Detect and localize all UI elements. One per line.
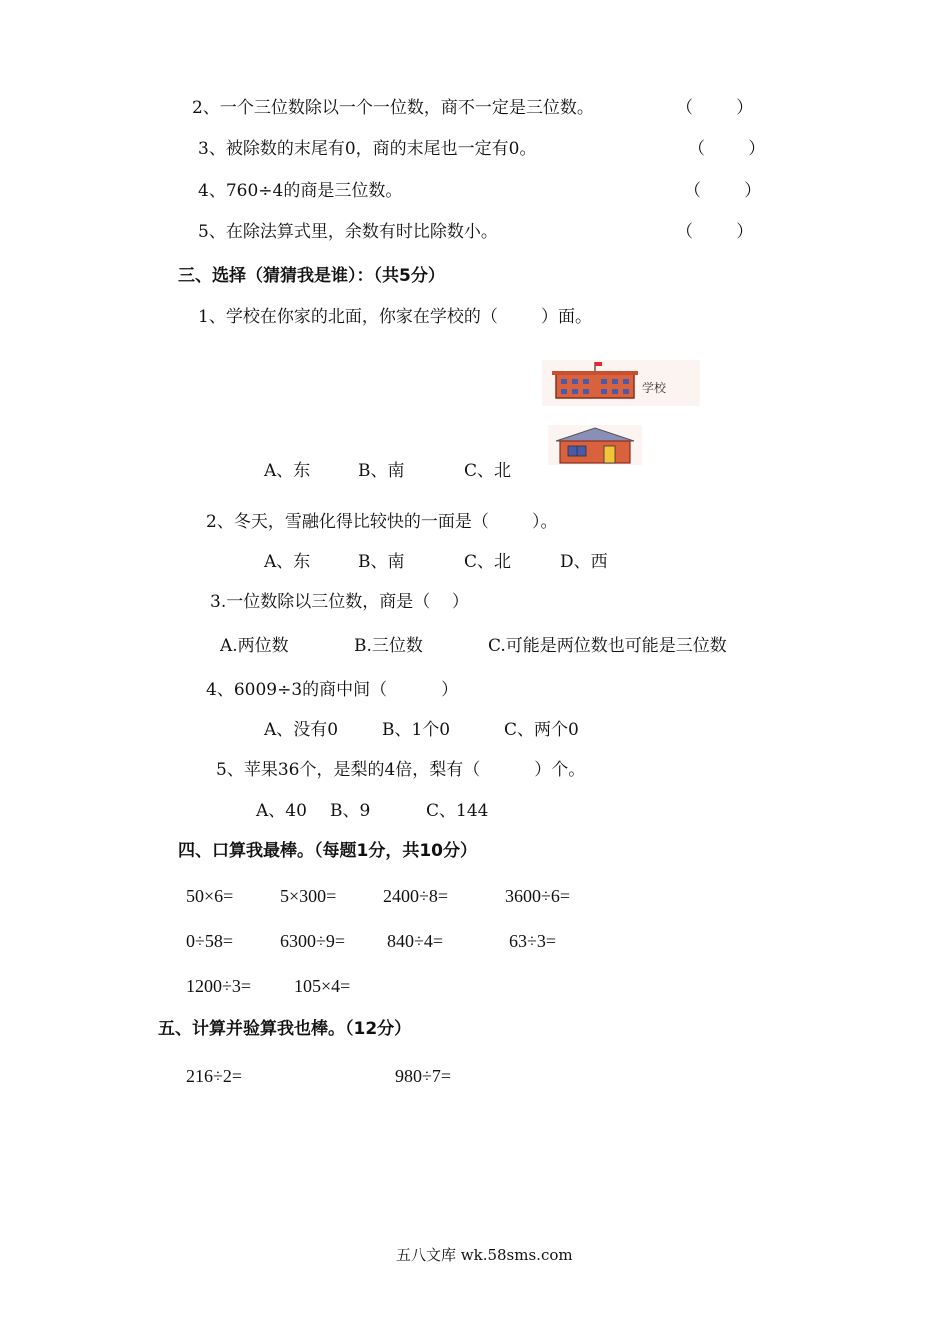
choice-q2-option-b: B、南: [358, 552, 405, 572]
judge-q2-answer-blank: （ ）: [676, 98, 754, 118]
section-5-title: 五、计算并验算我也棒。（12分）: [158, 1019, 412, 1039]
oral-1-2: 5×300=: [280, 886, 337, 906]
oral-1-1: 50×6=: [186, 886, 234, 906]
choice-q3-option-c: C.可能是两位数也可能是三位数: [488, 636, 727, 656]
judge-q3: 3、被除数的末尾有0，商的末尾也一定有0。: [198, 139, 537, 159]
choice-q1: 1、学校在你家的北面，你家在学校的（ ）面。: [198, 307, 593, 327]
choice-q2-option-a: A、东: [264, 552, 311, 572]
judge-q2: 2、一个三位数除以一个一位数，商不一定是三位数。: [192, 98, 594, 118]
judge-q3-answer-blank: （ ）: [688, 139, 766, 159]
choice-q1-option-b: B、南: [358, 461, 405, 481]
judge-q5: 5、在除法算式里，余数有时比除数小。: [198, 222, 498, 242]
calc-2: 980÷7=: [395, 1066, 452, 1086]
section-4-title: 四、口算我最棒。（每题1分，共10分）: [178, 841, 477, 861]
oral-3-2: 105×4=: [294, 976, 351, 996]
choice-q5-option-a: A、40: [256, 801, 307, 821]
section-3-title: 三、选择（猜猜我是谁）：（共5分）: [178, 266, 445, 286]
choice-q4: 4、6009÷3的商中间（ ）: [206, 680, 459, 700]
oral-2-1: 0÷58=: [186, 931, 234, 951]
choice-q5-option-c: C、144: [426, 801, 489, 821]
choice-q3: 3.一位数除以三位数，商是（ ）: [210, 592, 469, 612]
choice-q5-option-b: B、9: [330, 801, 371, 821]
school-label: 学校: [642, 381, 667, 395]
choice-q4-option-b: B、1个0: [382, 720, 451, 740]
choice-q1-option-c: C、北: [464, 461, 512, 481]
judge-q4: 4、760÷4的商是三位数。: [198, 181, 403, 201]
choice-q2-option-c: C、北: [464, 552, 512, 572]
choice-q2-option-d: D、西: [560, 552, 608, 572]
choice-q4-option-c: C、两个0: [504, 720, 579, 740]
oral-2-4: 63÷3=: [509, 931, 557, 951]
oral-1-4: 3600÷6=: [505, 886, 571, 906]
choice-q4-option-a: A、没有0: [264, 720, 339, 740]
oral-2-2: 6300÷9=: [280, 931, 346, 951]
choice-q1-option-a: A、东: [264, 461, 311, 481]
oral-2-3: 840÷4=: [387, 931, 444, 951]
calc-1: 216÷2=: [186, 1066, 243, 1086]
oral-1-3: 2400÷8=: [383, 886, 449, 906]
choice-q3-option-b: B.三位数: [354, 636, 423, 656]
choice-q2: 2、冬天，雪融化得比较快的一面是（ ）。: [206, 512, 558, 532]
school-building-picture: [542, 360, 700, 406]
judge-q4-answer-blank: （ ）: [684, 181, 762, 201]
footer-watermark: 五八文库 wk.58sms.com: [396, 1246, 573, 1264]
oral-3-1: 1200÷3=: [186, 976, 252, 996]
house-picture: [548, 425, 642, 465]
choice-q3-option-a: A.两位数: [220, 636, 289, 656]
judge-q5-answer-blank: （ ）: [676, 222, 754, 242]
choice-q5: 5、苹果36个，是梨的4倍，梨有（ ）个。: [216, 760, 586, 780]
